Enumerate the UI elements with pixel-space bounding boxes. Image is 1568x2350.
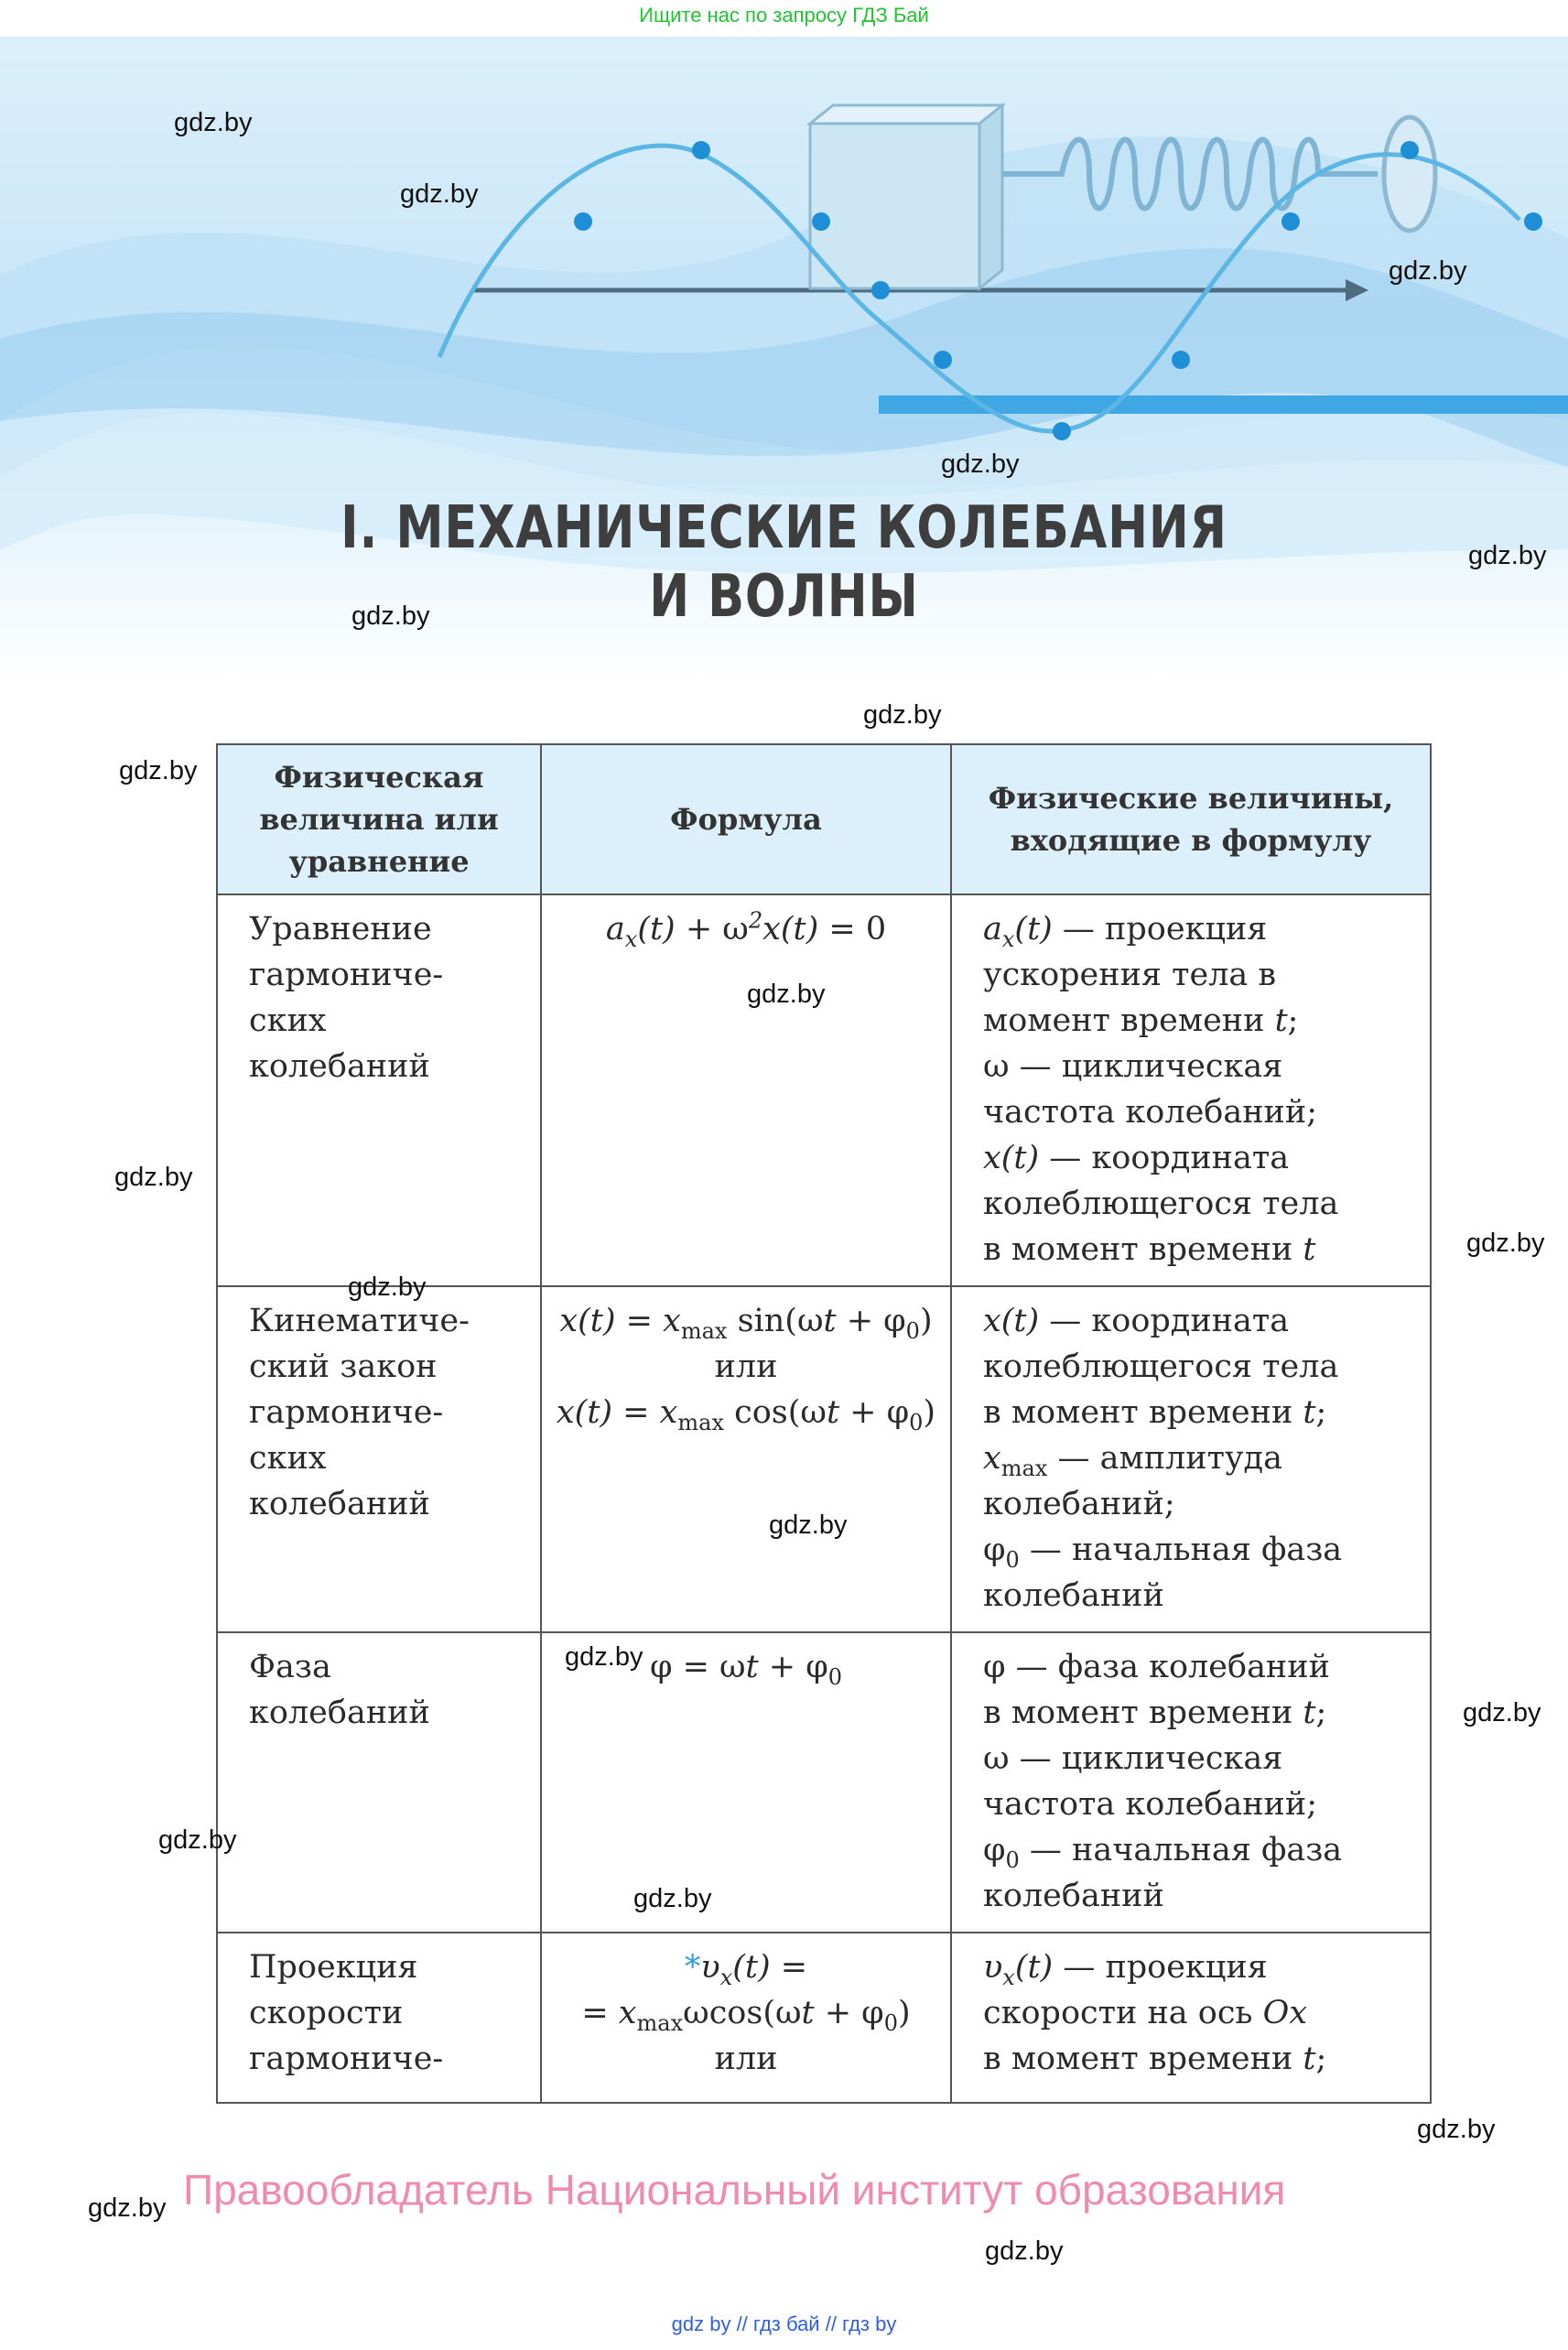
watermark: gdz.by (348, 1272, 427, 1302)
row2-name: Кинематиче- ский закон гармониче- ских колебаний (217, 1286, 541, 1632)
row1-variables: $a_x(t)$ — проекция ускорения тела в момент времени t; ω — циклическая частота колебаний; x(t) — координата колеблющегося тела в момент времени t (951, 894, 1431, 1286)
row4-variables: $\upsilon_x(t)$ — проекция скорости на ось Ox в момент времени t; (951, 1933, 1431, 2103)
row4-name: Проекция скорости гармониче- (217, 1933, 541, 2103)
asterisk-icon: * (684, 1949, 701, 1986)
watermark: gdz.by (1463, 1698, 1541, 1727)
copyright-notice: Правообладатель Национальный институт образования (183, 2166, 1286, 2214)
watermark: gdz.by (119, 756, 198, 785)
chapter-title-line2: И ВОЛНЫ (649, 563, 919, 631)
watermark: gdz.by (863, 700, 942, 730)
row3-name: Фаза колебаний (217, 1632, 541, 1933)
formula-table (216, 743, 1432, 2104)
watermark: gdz.by (114, 1163, 193, 1192)
row2-formula: $x(t) = x_{max}$ $\sin(\omega t + \varphi_0)$ или $x(t) = x_{max}$ $\cos(\omega t + \varphi_0)$ (541, 1286, 951, 1632)
row3-variables: φ — фаза колебаний в момент времени t; ω — циклическая частота колебаний; $\varphi_0$ — начальная фаза колебаний (951, 1632, 1431, 1933)
watermark: gdz.by (400, 179, 479, 209)
watermark: gdz.by (1417, 2115, 1496, 2144)
row1-formula: $a_x(t) + \omega^2x(t) = 0$ (541, 894, 951, 1286)
table-row (217, 1286, 1431, 1632)
watermark: gdz.by (158, 1825, 237, 1855)
watermark: gdz.by (1468, 541, 1547, 570)
watermark: gdz.by (1466, 1229, 1545, 1258)
watermark: gdz.by (769, 1511, 848, 1540)
watermark: gdz.by (174, 108, 253, 137)
watermark: gdz.by (565, 1642, 643, 1672)
top-search-link[interactable]: Ищите нас по запросу ГДЗ Бай (639, 4, 929, 27)
chapter-title-line1: I. МЕХАНИЧЕСКИЕ КОЛЕБАНИЯ (341, 494, 1227, 562)
watermark: gdz.by (1389, 256, 1467, 286)
watermark: gdz.by (747, 980, 826, 1009)
watermark: gdz.by (351, 601, 430, 631)
row4-formula: $*\upsilon_x(t)$ = = $x_{max}\omega\cos(\omega t + \varphi_0)$ или (541, 1933, 951, 2103)
header-quantity: Физическая величина или уравнение (217, 744, 541, 894)
row3-formula: $\varphi = \omega t + \varphi_0$ (541, 1632, 951, 1933)
watermark: gdz.by (941, 449, 1020, 479)
table-header-row (217, 744, 1431, 894)
header-formula: Формула (541, 744, 951, 894)
watermark: gdz.by (88, 2193, 167, 2223)
watermark: gdz.by (633, 1884, 712, 1913)
row1-name: Уравнение гармониче- ских колебаний (217, 894, 541, 1286)
header-variables: Физические величины, входящие в формулу (951, 744, 1431, 894)
row2-variables: x(t) — координата колеблющегося тела в момент времени t; $x_{max}$ — амплитуда колебаний; $\varphi_0$ — начальная фаза колебаний (951, 1286, 1431, 1632)
bottom-links[interactable]: gdz by // гдз бай // гдз by (671, 2312, 897, 2335)
watermark: gdz.by (985, 2236, 1064, 2266)
table-row (217, 894, 1431, 1286)
table-row (217, 1632, 1431, 1933)
table-row (217, 1933, 1431, 2103)
